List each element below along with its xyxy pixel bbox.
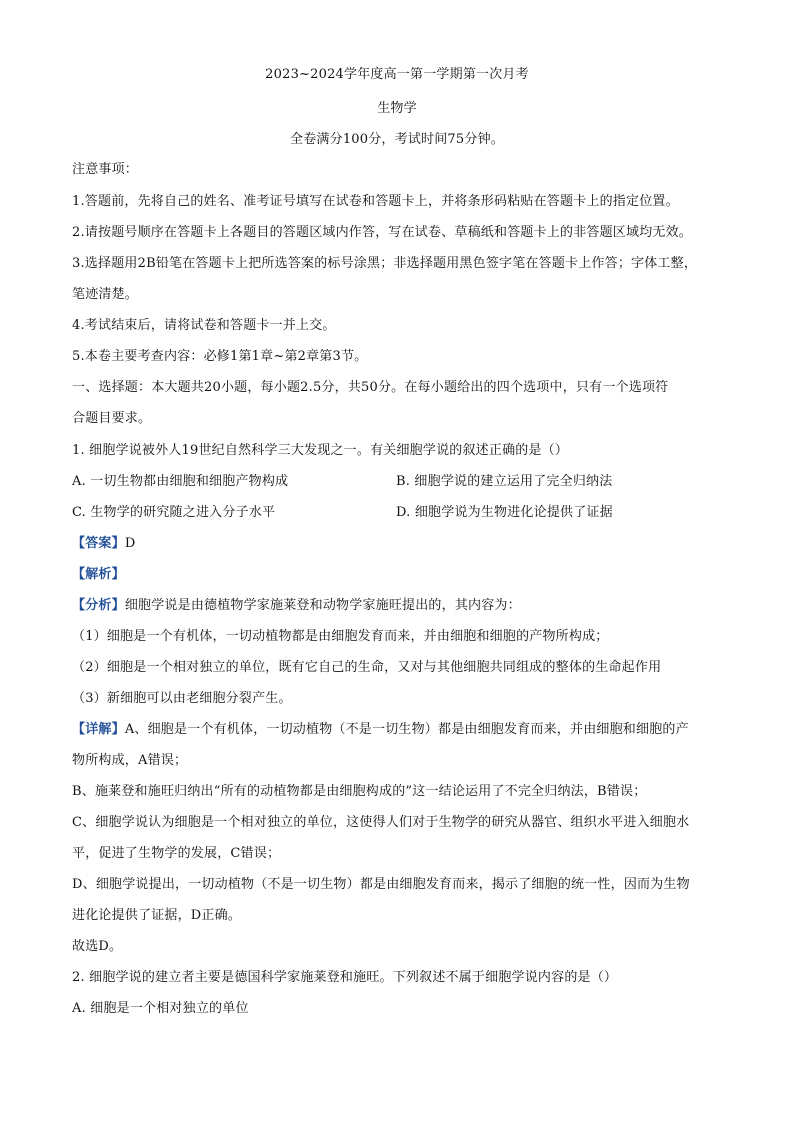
q1-option-b: B. 细胞学说的建立运用了完全归纳法 [396,474,613,489]
section-intro: 合题目要求。 [72,411,152,426]
q1-detail-a-cont: 物所构成，A错误； [72,753,188,768]
notice-item: 2.请按题号顺序在答题卡上各题目的答题区域内作答，写在试卷、草稿纸和答题卡上的非答题区域均无效。 [72,225,693,240]
exam-info: 全卷满分100分，考试时间75分钟。 [290,132,504,147]
detail-a-text: A、细胞是一个有机体，一切动植物（不是一切生物）都是由细胞发育而来，并由细胞和细胞的产 [124,722,689,737]
q1-option-a: A. 一切生物都由细胞和细胞产物构成 [72,474,289,489]
subject-title: 生物学 [377,101,417,116]
question-2-stem: 2. 细胞学说的建立者主要是德国科学家施莱登和施旺。下列叙述不属于细胞学说内容的是（） [72,970,618,985]
fenxi-label: 【分析】 [72,598,125,613]
q1-detail-d-cont: 进化论提供了证据，D正确。 [72,908,242,923]
question-1-stem: 1. 细胞学说被外人19世纪自然科学三大发现之一。有关细胞学说的叙述正确的是（） [72,443,569,458]
section-intro: 一、选择题：本大题共20小题，每小题2.5分，共50分。在每小题给出的四个选项中，只有一个选项符 [72,380,669,395]
notice-item: 笔迹清楚。 [72,287,139,302]
fenxi-text: 细胞学说是由德植物学家施莱登和动物学家施旺提出的，其内容为： [124,598,521,613]
q1-detail-c-cont: 平，促进了生物学的发展，C错误； [72,846,281,861]
notice-heading: 注意事项： [72,162,139,177]
q1-detail-b: B、施莱登和施旺归纳出“所有的动植物都是由细胞构成的”这一结论运用了不完全归纳法，B错误； [72,784,647,799]
q1-conclusion: 故选D。 [72,939,123,954]
q1-answer [72,535,135,553]
q1-point-1: （1）细胞是一个有机体，一切动植物都是由细胞发育而来，并由细胞和细胞的产物所构成； [72,629,609,644]
exam-title: 2023~2024学年度高一第一学期第一次月考 [265,67,529,82]
notice-item: 4.考试结束后，请将试卷和答题卡一并上交。 [72,318,336,333]
notice-item: 5.本卷主要考查内容：必修1第1章~第2章第3节。 [72,349,368,364]
q2-option-a: A. 细胞是一个相对独立的单位 [72,1001,249,1016]
notice-item: 3.选择题用2B铅笔在答题卡上把所选答案的标号涂黑；非选择题用黑色签字笔在答题卡上作答；字体工整， [72,256,698,271]
q1-analysis-label [72,566,125,584]
q1-option-c: C. 生物学的研究随之进入分子水平 [72,505,276,520]
q1-detail-d: D、细胞学说提出，一切动植物（不是一切生物）都是由细胞发育而来，揭示了细胞的统一性，因而为生物 [72,877,690,892]
q1-detail-c: C、细胞学说认为细胞是一个相对独立的单位，这使得人们对于生物学的研究从器官、组织水平进入细胞水 [72,815,690,830]
answer-value: D [124,536,136,551]
q1-fenxi [72,597,521,615]
q1-point-2: （2）细胞是一个相对独立的单位，既有它自己的生命，又对与其他细胞共同组成的整体的生命起作用 [72,660,662,675]
q1-point-3: （3）新细胞可以由老细胞分裂产生。 [72,691,292,706]
detail-label: 【详解】 [72,722,125,737]
notice-item: 1.答题前，先将自己的姓名、准考证号填写在试卷和答题卡上，并将条形码粘贴在答题卡上的指定位置。 [72,194,679,209]
q1-detail-a [72,721,689,739]
analysis-label: 【解析】 [72,567,125,582]
q1-option-d: D. 细胞学说为生物进化论提供了证据 [396,505,613,520]
answer-label: 【答案】 [72,536,125,551]
